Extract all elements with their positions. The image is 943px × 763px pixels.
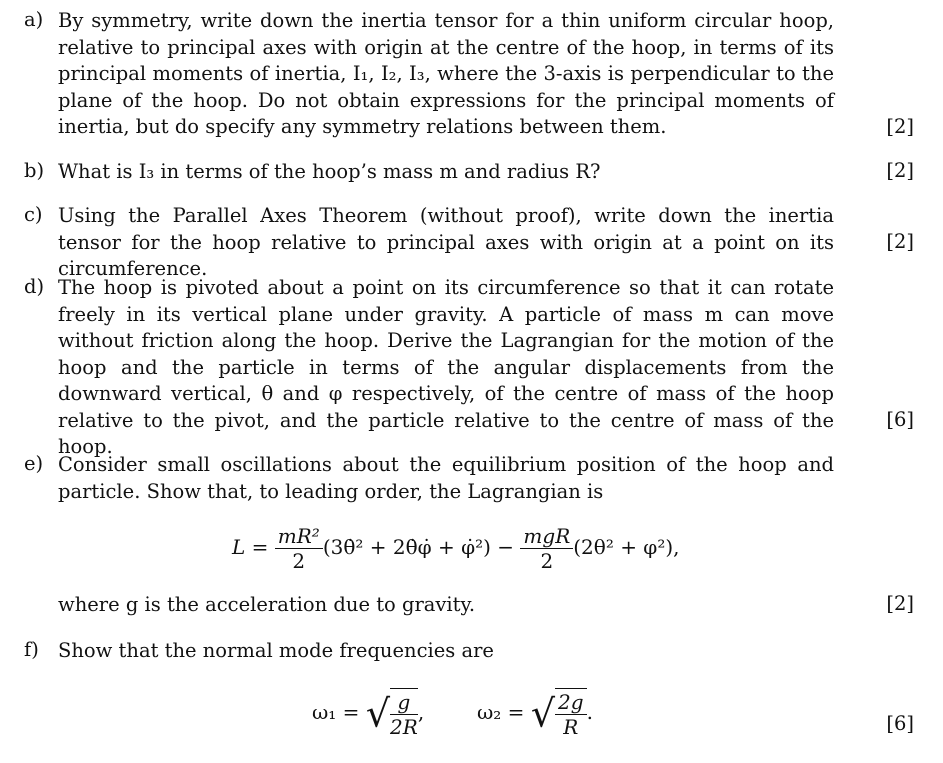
marks: [2] <box>886 115 914 138</box>
fraction-numerator: g <box>390 690 418 715</box>
eq-punct: , <box>417 700 425 724</box>
fraction-numerator: 2g <box>555 690 587 715</box>
fraction <box>555 690 587 739</box>
question-d <box>24 275 914 461</box>
fraction-denominator: 2R <box>390 715 418 739</box>
question-text: Using the Parallel Axes Theorem (without proof), write down the inertia tensor for the hoop relative to principal axes with origin at a point on its circumference. <box>58 204 834 280</box>
fraction-numerator: mgR <box>520 524 573 549</box>
eq-term: (2θ² + φ²), <box>573 535 680 559</box>
question-label: c) <box>24 203 43 226</box>
eq-lhs: ω₂ = <box>477 700 525 724</box>
fraction <box>520 524 573 573</box>
eq-term: (3θ̇² + 2θ̇φ̇ + φ̇²) − <box>322 535 515 559</box>
marks: [2] <box>886 592 914 615</box>
eq-lhs: ω₁ = <box>312 700 360 724</box>
square-root <box>366 688 418 739</box>
marks: [6] <box>886 712 914 735</box>
fraction <box>390 690 418 739</box>
question-text: By symmetry, write down the inertia tensor for a thin uniform circular hoop, relative to principal axes with origin at the centre of the hoop, in terms of its principal moments of inertia, I₁, I₂, I₃, where the 3-axis is perpendicular to the plane of the hoop. Do not obtain expressions for the principal moments of inertia, but do specify any symmetry relations between them. <box>58 9 834 138</box>
marks: [2] <box>886 159 914 182</box>
fraction-numerator: mR² <box>275 524 323 549</box>
omega2-equation <box>477 688 593 739</box>
question-text: The hoop is pivoted about a point on its circumference so that it can rotate freely in its vertical plane under gravity. A particle of mass m can move without friction along the hoop. Derive the Lagrangian for the motion of the hoop and the particle in terms of the angular displacements from the downward vertical, θ and φ respectively, of the centre of mass of the hoop relative to the pivot, and the particle relative to the centre of mass of the hoop. <box>58 276 834 458</box>
question-text: Show that the normal mode frequencies are <box>58 639 494 662</box>
radical-sign-icon: √ <box>530 691 556 736</box>
fraction-denominator: 2 <box>540 549 554 573</box>
question-a <box>24 8 914 141</box>
fraction-denominator: R <box>563 715 579 739</box>
question-label: e) <box>24 452 44 475</box>
question-c <box>24 203 914 283</box>
eq-punct: . <box>586 700 593 724</box>
marks: [2] <box>886 230 914 253</box>
question-b <box>24 159 914 186</box>
fraction-denominator: 2 <box>292 549 306 573</box>
omega1-equation <box>312 688 424 739</box>
eq-lhs: L = <box>232 535 269 559</box>
fraction <box>275 524 323 573</box>
question-label: f) <box>24 638 39 661</box>
question-after-text: where g is the acceleration due to gravity. <box>58 593 476 616</box>
question-label: d) <box>24 275 45 298</box>
square-root <box>531 688 587 739</box>
radical-sign-icon: √ <box>365 691 391 736</box>
question-label: a) <box>24 8 44 31</box>
question-text: What is I₃ in terms of the hoop’s mass m and radius R? <box>58 160 601 183</box>
marks: [6] <box>886 408 914 431</box>
lagrangian-equation <box>232 524 680 573</box>
question-text: Consider small oscillations about the equilibrium position of the hoop and particle. Show that, to leading order, the Lagrangian is <box>58 453 834 503</box>
question-label: b) <box>24 159 45 182</box>
